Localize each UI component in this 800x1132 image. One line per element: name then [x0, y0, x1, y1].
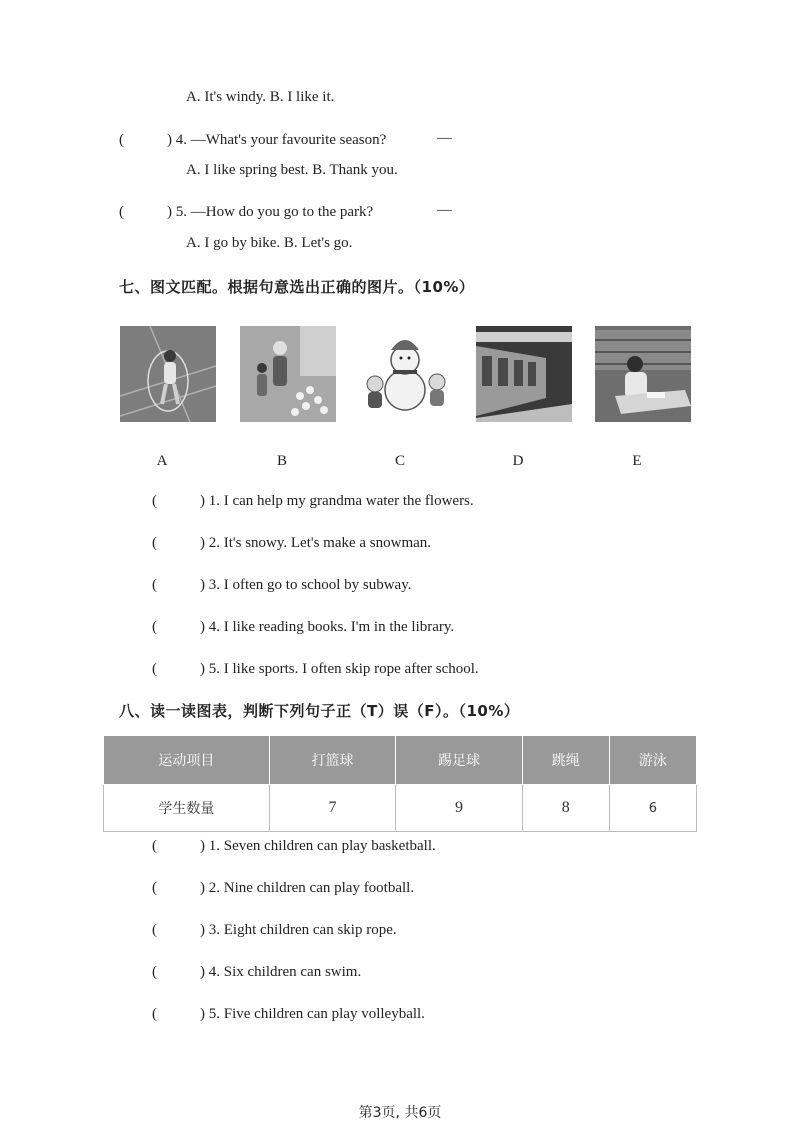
tf-item-2	[152, 878, 414, 898]
answer-paren: (	[152, 1006, 157, 1022]
match-item-1	[152, 491, 474, 511]
table-cell: 7	[269, 785, 395, 832]
answer-paren: (	[152, 577, 157, 593]
picture-d-subway	[476, 326, 572, 422]
table-header-cell: 游泳	[609, 736, 696, 785]
option-line-q3: A. It's windy. B. I like it.	[186, 89, 335, 105]
answer-paren: (	[152, 838, 157, 854]
table-header-cell: 踢足球	[396, 736, 522, 785]
table-row	[104, 785, 697, 832]
picture-e-library	[595, 326, 691, 422]
answer-dash: —	[437, 202, 452, 218]
match-item-2	[152, 533, 431, 553]
question-5	[119, 202, 373, 222]
item-text: ) 4. I like reading books. I'm in the library.	[200, 619, 455, 635]
tf-item-5	[152, 1004, 425, 1024]
item-text: ) 5. Five children can play volleyball.	[200, 1006, 425, 1022]
picture-label-e: E	[632, 453, 642, 469]
item-text: ) 4. Six children can swim.	[200, 964, 362, 980]
match-item-4	[152, 617, 454, 637]
question-4	[119, 130, 386, 150]
picture-c-snowman	[357, 326, 453, 422]
tf-item-4	[152, 962, 361, 982]
answer-paren: (	[152, 880, 157, 896]
section-heading-8: 八、读一读图表，判断下列句子正（T）误（F）。（10%）	[119, 702, 520, 720]
picture-label-d: D	[512, 453, 524, 469]
option-line-q5: A. I go by bike. B. Let's go.	[186, 235, 353, 251]
answer-paren: (	[152, 493, 157, 509]
answer-paren: (	[152, 661, 157, 677]
answer-paren: (	[119, 204, 124, 220]
section-heading-7: 七、图文匹配。根据句意选出正确的图片。（10%）	[119, 278, 475, 296]
item-text: ) 1. Seven children can play basketball.	[200, 838, 436, 854]
option-line-q4: A. I like spring best. B. Thank you.	[186, 162, 398, 178]
item-text: ) 5. I like sports. I often skip rope after school.	[200, 661, 479, 677]
table-header-row	[104, 736, 697, 785]
table-cell: 6	[609, 785, 696, 832]
page-number-footer: 第3页, 共6页	[358, 1105, 442, 1121]
picture-b-watering-flowers	[240, 326, 336, 422]
item-text: ) 1. I can help my grandma water the flowers.	[200, 493, 474, 509]
picture-label-c: C	[394, 453, 405, 469]
answer-paren: (	[119, 132, 124, 148]
question-text: ) 4. —What's your favourite season?	[167, 132, 387, 148]
table-cell: 9	[396, 785, 522, 832]
table-header-cell: 打篮球	[269, 736, 395, 785]
question-text: ) 5. —How do you go to the park?	[167, 204, 374, 220]
answer-dash: —	[437, 130, 452, 146]
match-item-5	[152, 659, 479, 679]
item-text: ) 3. Eight children can skip rope.	[200, 922, 397, 938]
table-row-label: 学生数量	[104, 785, 270, 832]
answer-paren: (	[152, 922, 157, 938]
sports-stats-table	[103, 735, 697, 832]
item-text: ) 2. Nine children can play football.	[200, 880, 415, 896]
match-item-3	[152, 575, 412, 595]
tf-item-3	[152, 920, 397, 940]
picture-a-skipping-rope	[120, 326, 216, 422]
item-text: ) 3. I often go to school by subway.	[200, 577, 412, 593]
table-cell: 8	[522, 785, 609, 832]
table-header-cell: 运动项目	[104, 736, 270, 785]
answer-paren: (	[152, 619, 157, 635]
answer-paren: (	[152, 535, 157, 551]
answer-paren: (	[152, 964, 157, 980]
picture-label-a: A	[156, 453, 168, 469]
tf-item-1	[152, 836, 436, 856]
table-header-cell: 跳绳	[522, 736, 609, 785]
item-text: ) 2. It's snowy. Let's make a snowman.	[200, 535, 432, 551]
picture-label-b: B	[276, 453, 287, 469]
